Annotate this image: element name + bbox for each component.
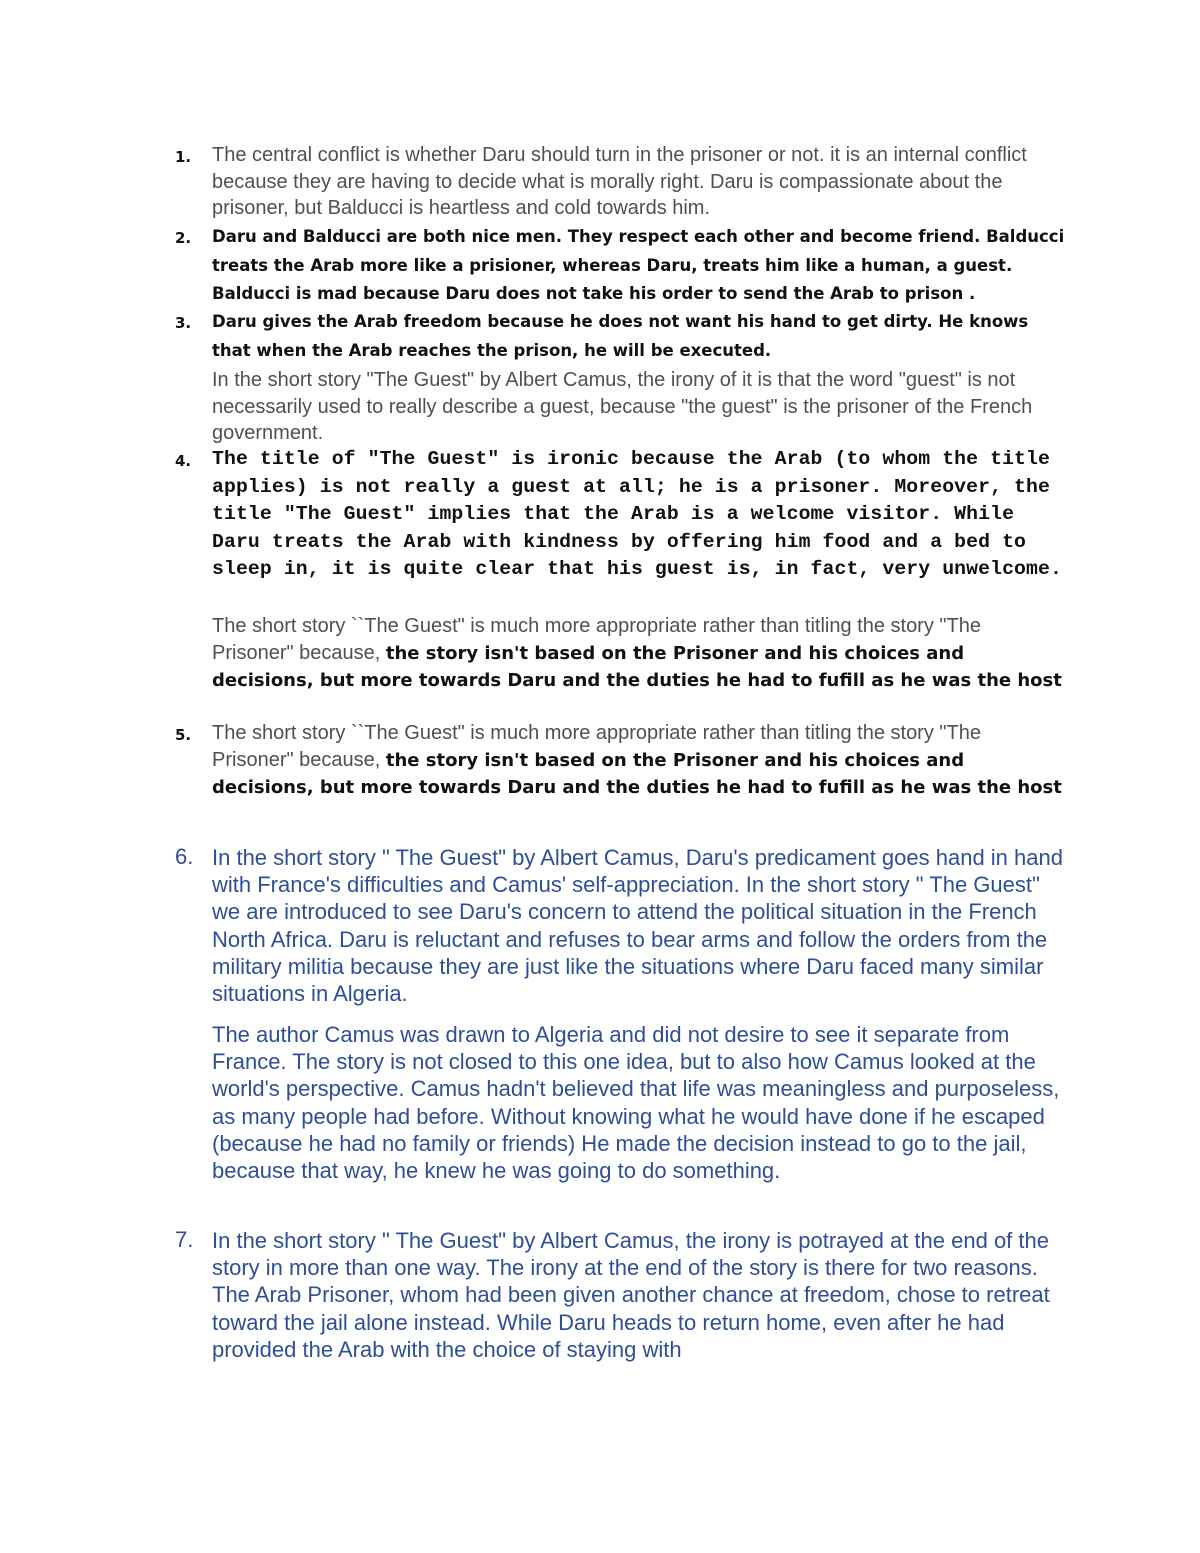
answer-text: In the short story " The Guest" by Albert Camus, Daru's predicament goes hand in hand with France's difficulties and Camus' self-appreciation. In the short story " The Guest" we are introduced to see Daru's concern to attend the political situation in the French North Africa. Daru is reluctant and refuses to bear arms and follow the orders from the military militia because they are just like the situations where Daru faced many similar situations in Algeria. bbox=[212, 845, 1063, 1007]
answer-text: The title of "The Guest" is ironic because the Arab (to whom the title applies) is not really a guest at all; he is a prisoner. Moreover, the title "The Guest" implies that the Arab is a welcome visitor. While Daru treats the Arab with kindness by offering him food and a bed to sleep in, it is quite clear that his guest is, in fact, very unwelcome. bbox=[212, 448, 1062, 580]
answer-extra-text: In the short story "The Guest" by Albert Camus, the irony of it is that the word "guest" is not necessarily used to really describe a guest, because "the guest" is the prisoner of the French government. bbox=[212, 369, 1033, 444]
answer-text: Daru and Balducci are both nice men. They respect each other and become friend. Balducci treats the Arab more like a prisioner, whereas Daru, treats him like a human, a guest. Balducci is mad because Daru does not take his order to send the Arab to prison . bbox=[212, 227, 1065, 303]
answer-extra-text: The author Camus was drawn to Algeria and did not desire to see it separate from France. The story is not closed to this one idea, but to also how Camus looked at the world's perspective. Camus hadn't believed that life was meaningless and purposeless, as many people had before. Without knowing what he would have done if he escaped (because he had no family or friends) He made the decision instead to go to the jail, because that way, he knew he was going to do something. bbox=[212, 1022, 1060, 1184]
list-number: 7. bbox=[175, 1227, 194, 1252]
answer-plain: The short story ``The Guest" is much more appropriate rather than titling the story "The Prisoner" because, bbox=[212, 722, 981, 771]
answer-text: The central conflict is whether Daru should turn in the prisoner or not. it is an internal conflict because they are having to decide what is morally right. Daru is compassionate about the prisoner, but Balducci is heartless and cold towards him. bbox=[212, 144, 1027, 219]
list-number: 5. bbox=[175, 726, 192, 744]
answer-extra-plain: The short story ``The Guest" is much more appropriate rather than titling the story "The Prisoner" because, bbox=[212, 615, 981, 664]
answer-text: Daru gives the Arab freedom because he does not want his hand to get dirty. He knows that when the Arab reaches the prison, he will be executed. bbox=[212, 312, 1029, 360]
list-number: 2. bbox=[175, 229, 192, 247]
list-number: 1. bbox=[175, 148, 192, 166]
answer-extra-bold: the story isn't based on the Prisoner and his choices and decisions, but more towards Daru and the duties he had to fufill as he was the host bbox=[212, 642, 1062, 691]
list-number: 6. bbox=[175, 844, 194, 869]
answer-bold: the story isn't based on the Prisoner and his choices and decisions, but more towards Daru and the duties he had to fufill as he was the host bbox=[212, 749, 1062, 798]
answer-text bbox=[212, 720, 1065, 802]
list-number: 4. bbox=[175, 452, 192, 470]
answer-text: In the short story " The Guest" by Albert Camus, the irony is potrayed at the end of the story in more than one way. The irony at the end of the story is there for two reasons. The Arab Prisoner, whom had been given another chance at freedom, chose to retreat toward the jail alone instead. While Daru heads to return home, even after he had provided the Arab with the choice of staying with bbox=[212, 1228, 1050, 1362]
answer-extra-text bbox=[212, 613, 1065, 695]
list-number: 3. bbox=[175, 314, 192, 332]
